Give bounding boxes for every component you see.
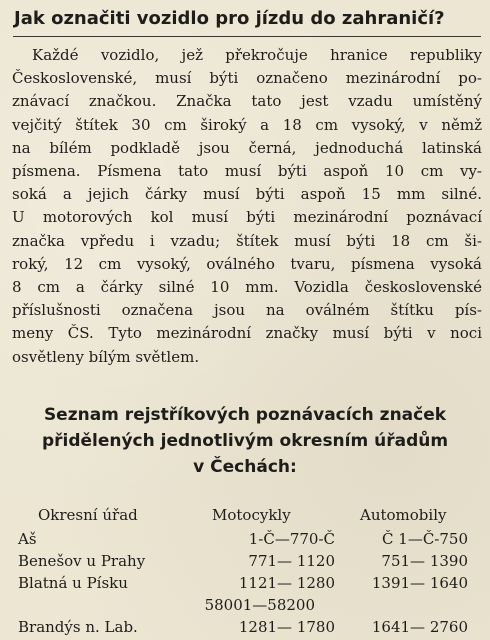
column-header-office: Okresní úřad <box>38 506 138 524</box>
paragraph-line: příslušnosti označena jsou na oválném štítku pís- <box>12 301 482 320</box>
section-title-line: Seznam rejstříkových poznávacích značek <box>43 405 447 425</box>
table-row <box>0 594 490 616</box>
paragraph-line: meny ČS. Tyto mezinárodní značky musí býti v noci <box>12 324 482 343</box>
motorcycle-range: 1-Č—770-Č <box>248 530 335 548</box>
paragraph <box>12 44 482 369</box>
office-name: Benešov u Prahy <box>18 552 146 570</box>
paragraph-line: osvětleny bílým světlem. <box>12 347 200 366</box>
section-title-line: v Čechách: <box>193 457 297 477</box>
paragraph-line: roký, 12 cm vysoký, oválného tvaru, písmena vysoká <box>12 254 482 273</box>
table-row <box>0 572 490 594</box>
table-row <box>0 528 490 550</box>
paragraph-line: písmena. Písmena tato musí býti aspoň 10 cm vy- <box>12 162 482 181</box>
paragraph-line: 8 cm a čárky silné 10 mm. Vozidla československé <box>12 278 482 297</box>
paragraph-line: U motorových kol musí býti mezinárodní poznávací <box>12 208 482 227</box>
motorcycle-range: 771— 1120 <box>248 552 335 570</box>
office-name: Aš <box>18 530 37 548</box>
registration-table <box>0 528 490 638</box>
column-header-automobiles: Automobily <box>360 506 447 524</box>
automobile-range: 751— 1390 <box>381 552 468 570</box>
office-name: Blatná u Písku <box>18 574 128 592</box>
page-heading: Jak označiti vozidlo pro jízdu do zahraničí? <box>14 8 445 29</box>
table-row <box>0 550 490 572</box>
automobile-range: 1391— 1640 <box>371 574 468 592</box>
heading-rule <box>13 36 481 37</box>
paragraph-line: Každé vozidlo, jež překročuje hranice republiky <box>32 46 482 64</box>
motorcycle-range: 1281— 1780 <box>238 618 335 636</box>
automobile-range: 1641— 2760 <box>371 618 468 636</box>
paragraph-line: Československé, musí býti označeno mezinárodní po- <box>12 69 482 88</box>
paragraph-line: na bílém podkladě jsou černá, jednoduchá latinská <box>12 138 482 157</box>
paragraph-line: soká a jejich čárky musí býti aspoň 15 mm silné. <box>12 185 482 204</box>
motorcycle-range: 1121— 1280 <box>238 574 335 592</box>
table-row <box>0 616 490 638</box>
automobile-range: Č 1—Č-750 <box>382 530 468 548</box>
paragraph-line: značka vpředu i vzadu; štítek musí býti 18 cm ši- <box>12 231 482 250</box>
office-name: Brandýs n. Lab. <box>18 618 138 636</box>
paragraph-line: vejčitý štítek 30 cm široký a 18 cm vysoký, v němž <box>12 115 482 134</box>
column-header-motorcycles: Motocykly <box>212 506 291 524</box>
section-title-line: přidělených jednotlivým okresním úřadům <box>41 431 449 451</box>
motorcycle-range: 58001—58200 <box>204 596 315 614</box>
paragraph-line: znávací značkou. Značka tato jest vzadu umístěný <box>12 92 482 111</box>
section-title <box>0 402 490 480</box>
